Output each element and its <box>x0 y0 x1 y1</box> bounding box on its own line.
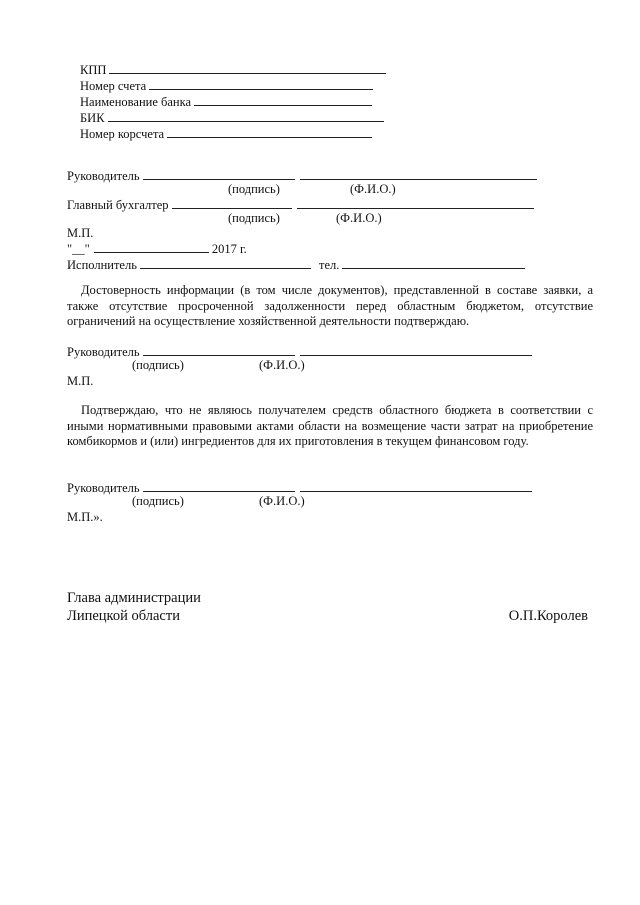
kpp-blank[interactable] <box>109 62 386 74</box>
date-quote: "__" <box>67 242 90 256</box>
bank-name-blank[interactable] <box>194 94 372 106</box>
accountant-label: Главный бухгалтер <box>67 198 169 212</box>
corr-account-line <box>80 126 372 142</box>
account-label: Номер счета <box>80 79 147 93</box>
signature-caption-4: (подпись) <box>132 494 184 508</box>
bank-name-label: Наименование банка <box>80 95 192 109</box>
signature-caption-2: (подпись) <box>228 211 280 225</box>
head-signature-blank-2[interactable] <box>143 344 295 356</box>
stamp-1: М.П. <box>67 226 94 240</box>
fio-caption-1: (Ф.И.О.) <box>350 182 396 196</box>
head-line-1 <box>67 168 537 184</box>
bik-line <box>80 110 384 126</box>
signature-caption-3: (подпись) <box>132 358 184 372</box>
accountant-signature-blank[interactable] <box>172 197 292 209</box>
kpp-line <box>80 62 386 78</box>
head-signature-blank-1[interactable] <box>143 168 295 180</box>
executor-blank[interactable] <box>140 257 311 269</box>
stamp-2: М.П. <box>67 374 94 388</box>
head-label-3: Руководитель <box>67 481 140 495</box>
fio-caption-2: (Ф.И.О.) <box>336 211 382 225</box>
phone-blank[interactable] <box>342 257 525 269</box>
corr-account-blank[interactable] <box>167 126 372 138</box>
signature-caption-1: (подпись) <box>228 182 280 196</box>
accountant-fio-blank[interactable] <box>297 197 534 209</box>
confirmation-paragraph-2: Подтверждаю, что не являюсь получателем средств областного бюджета в соответствии с иными нормативными правовыми актами области на возмещение части затрат на приобретение комбикормов и (или) ингредиентов для их приготовления в текущем финансовом году. <box>67 403 593 448</box>
date-line <box>67 241 247 257</box>
head-signature-blank-3[interactable] <box>143 480 295 492</box>
accountant-line <box>67 197 534 213</box>
date-year: 2017 г. <box>211 242 247 256</box>
account-blank[interactable] <box>149 78 373 90</box>
executor-label: Исполнитель <box>67 258 137 272</box>
signatory-position-line-1: Глава администрации <box>67 590 201 606</box>
head-label-2: Руководитель <box>67 345 140 359</box>
date-blank[interactable] <box>94 241 209 253</box>
bik-blank[interactable] <box>108 110 384 122</box>
corr-account-label: Номер корсчета <box>80 127 165 141</box>
head-fio-blank-2[interactable] <box>300 344 532 356</box>
executor-line <box>67 257 525 273</box>
stamp-3: М.П.». <box>67 510 103 524</box>
fio-caption-3: (Ф.И.О.) <box>259 358 305 372</box>
signatory-position-line-2: Липецкой области <box>67 608 180 624</box>
bank-name-line <box>80 94 372 110</box>
head-fio-blank-3[interactable] <box>300 480 532 492</box>
head-label-1: Руководитель <box>67 169 140 183</box>
phone-label: тел. <box>319 258 340 272</box>
bik-label: БИК <box>80 111 105 125</box>
account-line <box>80 78 373 94</box>
signatory-name: О.П.Королев <box>508 608 588 624</box>
head-fio-blank-1[interactable] <box>300 168 537 180</box>
kpp-label: КПП <box>80 63 107 77</box>
confirmation-paragraph-1: Достоверность информации (в том числе документов), представленной в составе заявки, а также отсутствие просроченной задолженности перед областным бюджетом, отсутствие ограничений на осуществление хозяйственной деятельности подтверждаю. <box>67 283 593 328</box>
fio-caption-4: (Ф.И.О.) <box>259 494 305 508</box>
